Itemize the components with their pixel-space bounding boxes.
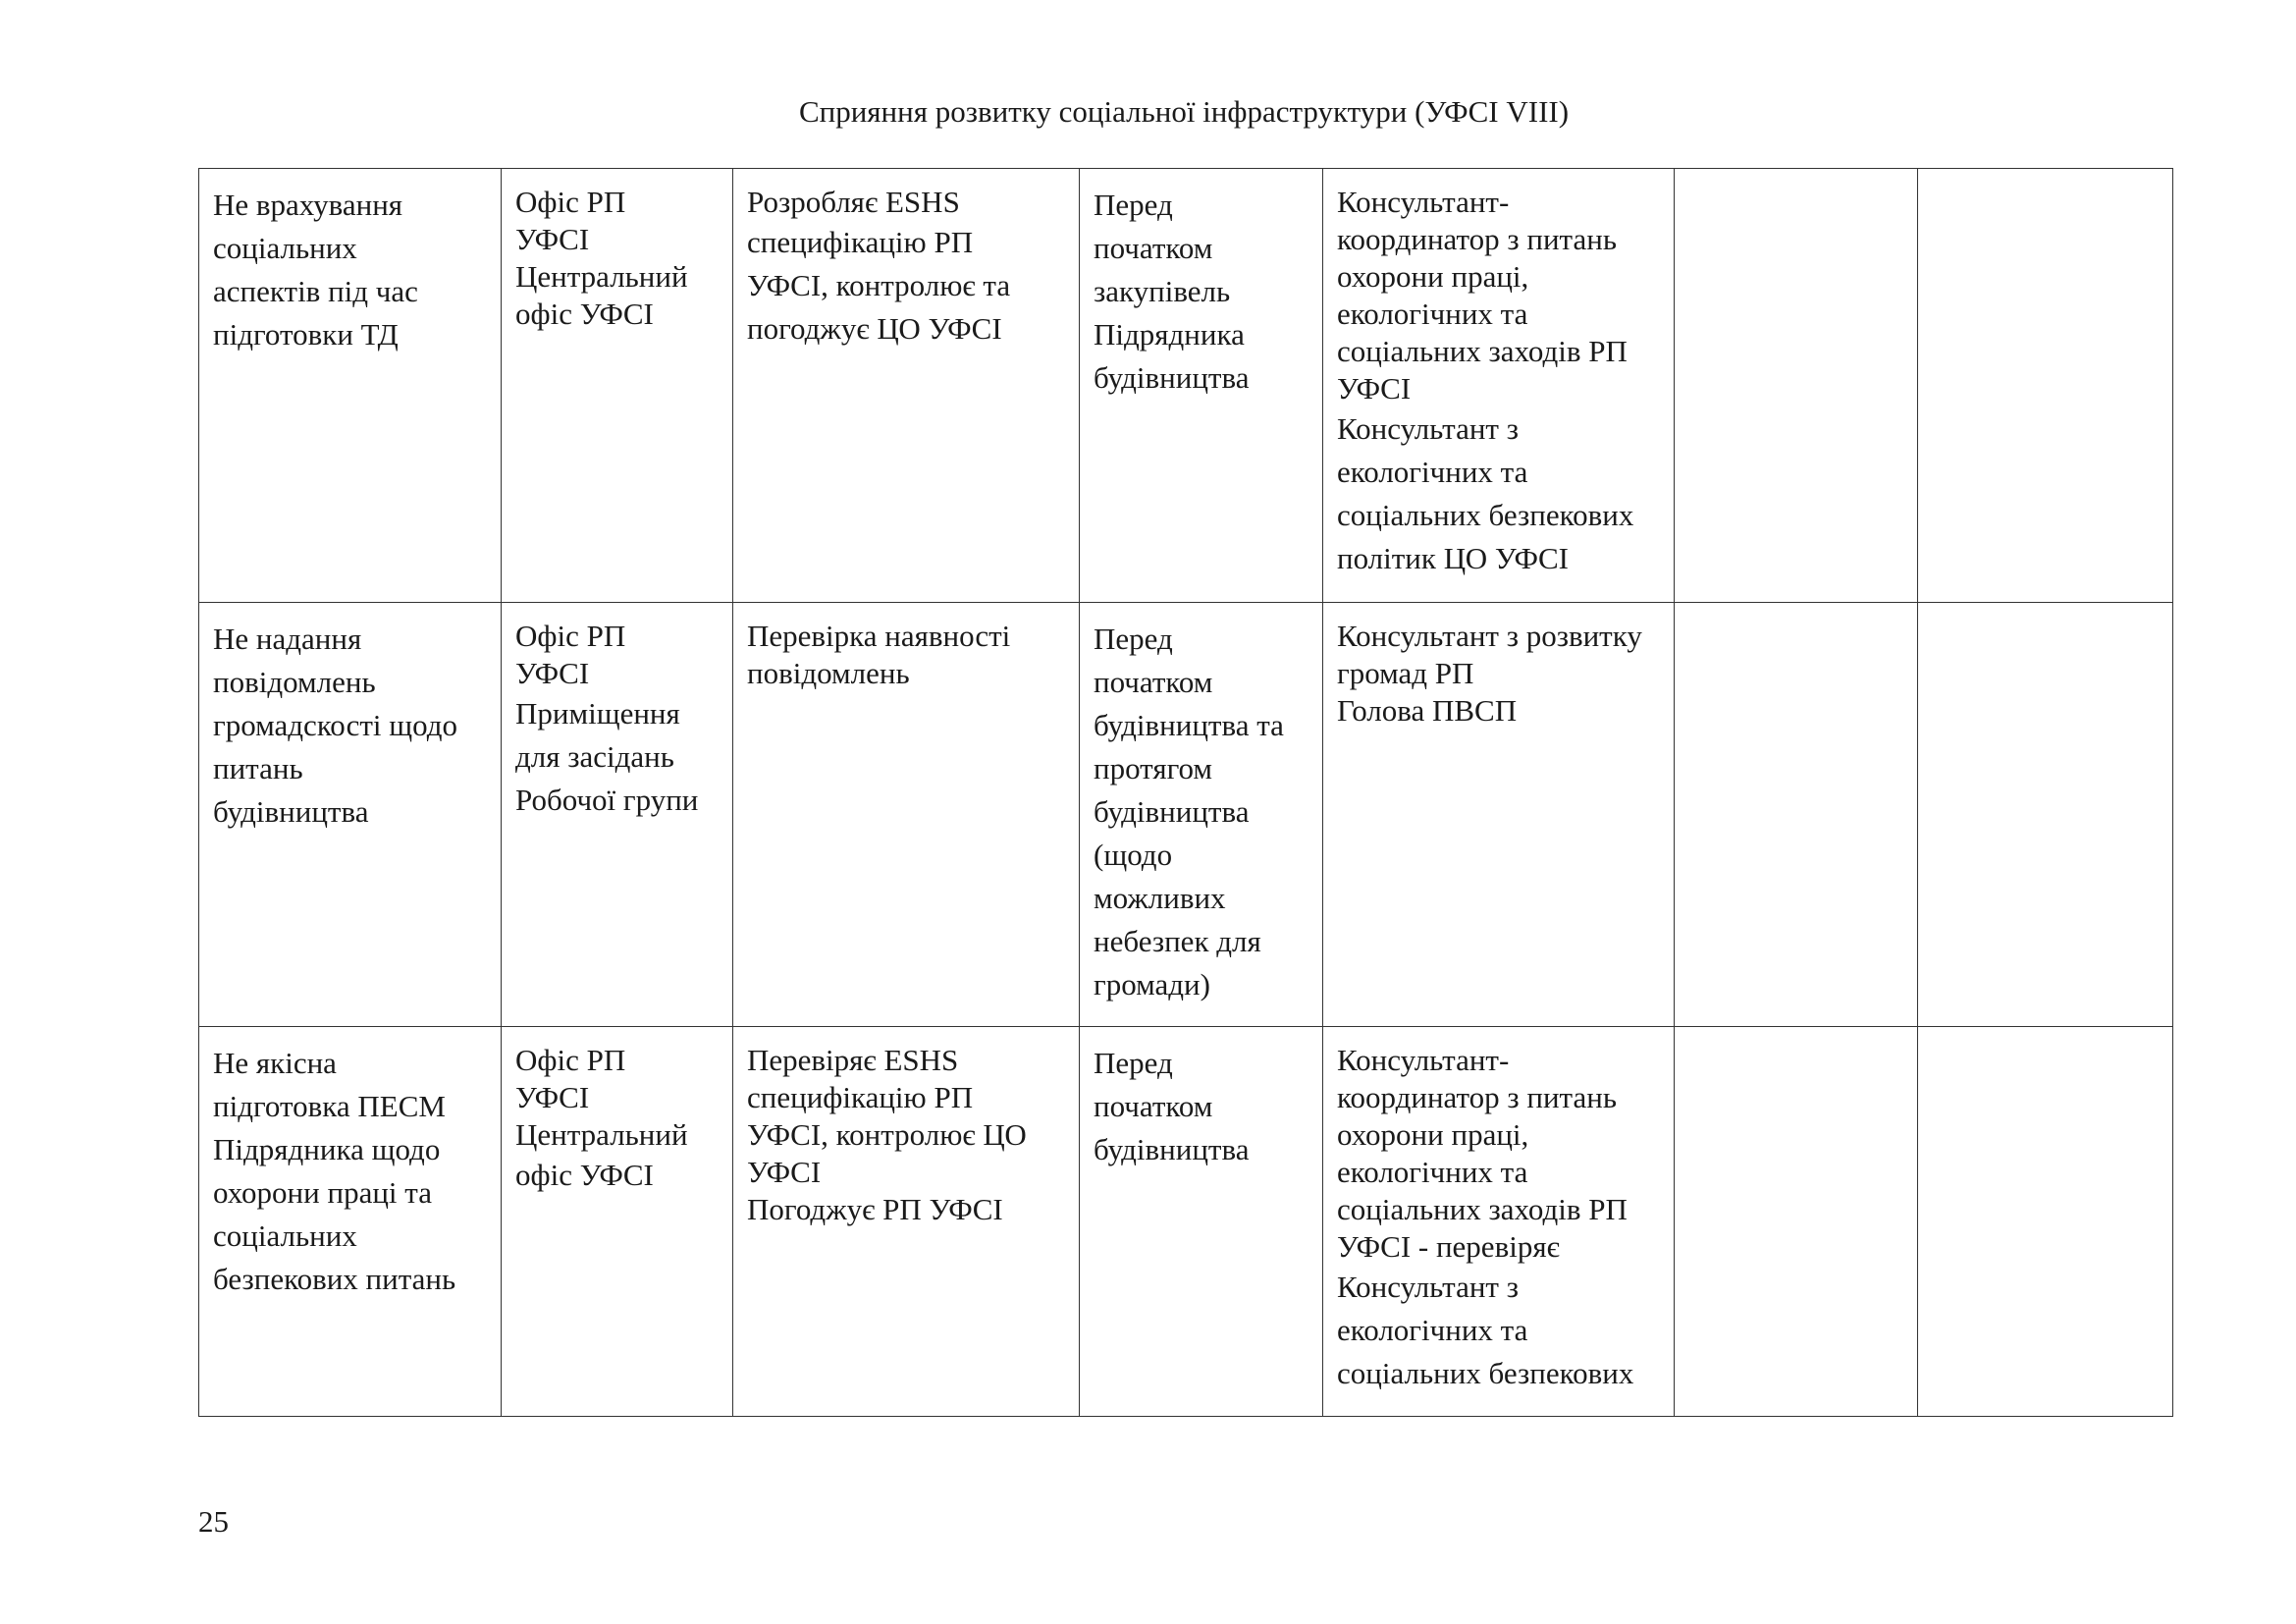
empty-cell [1918, 1027, 2173, 1417]
responsible-cell [1323, 169, 1675, 603]
timing-line: початком [1094, 231, 1213, 265]
action-line: Перевіряє ESHS [747, 1043, 959, 1077]
office-line: УФСІ [515, 656, 590, 690]
action-line: специфікацію РП [747, 1080, 974, 1114]
responsible-line: Консультант з [1337, 411, 1519, 446]
action-line: Перевірка наявності [747, 619, 1011, 653]
office-line: Центральний [515, 259, 688, 294]
action-cell [733, 1027, 1080, 1417]
responsible-line: УФСІ [1337, 371, 1412, 406]
table-row [199, 1027, 2173, 1417]
office-cell [502, 603, 733, 1027]
responsible-line: екологічних та [1337, 1155, 1528, 1189]
empty-cell [1918, 169, 2173, 603]
action-line: УФСІ, контролює ЦО [747, 1117, 1027, 1152]
safeguards-table [198, 168, 2173, 1417]
responsible-cell [1323, 603, 1675, 1027]
office-line: офіс УФСІ [515, 297, 654, 331]
action-line: УФСІ, контролює та [747, 268, 1011, 302]
risk-line: Не якісна [213, 1046, 337, 1080]
risk-line: повідомлень [213, 665, 376, 699]
risk-line: підготовка ПЕСМ [213, 1089, 446, 1123]
risk-line: охорони праці та [213, 1175, 432, 1210]
office-line: Офіс РП [515, 185, 626, 219]
responsible-line: Голова ПВСП [1337, 693, 1518, 728]
timing-line: будівництва [1094, 360, 1250, 395]
responsible-line: охорони праці, [1337, 259, 1529, 294]
office-line: Офіс РП [515, 1043, 626, 1077]
responsible-line: громад РП [1337, 656, 1474, 690]
empty-cell [1918, 603, 2173, 1027]
timing-line: протягом [1094, 751, 1213, 785]
action-line: специфікацію РП [747, 225, 974, 259]
action-line: погоджує ЦО УФСІ [747, 311, 1002, 346]
action-cell [733, 169, 1080, 603]
responsible-line: політик ЦО УФСІ [1337, 541, 1569, 575]
responsible-line: охорони праці, [1337, 1117, 1529, 1152]
timing-line: будівництва [1094, 1132, 1250, 1166]
risk-line: Не надання [213, 622, 362, 656]
risk-line: соціальних [213, 1218, 357, 1253]
risk-cell [199, 169, 502, 603]
responsible-line: Консультант- [1337, 1043, 1510, 1077]
timing-line: громади) [1094, 967, 1210, 1001]
timing-line: можливих [1094, 881, 1226, 915]
risk-line: Підрядника щодо [213, 1132, 441, 1166]
office-line: офіс УФСІ [515, 1158, 654, 1192]
office-line: для засідань [515, 739, 674, 774]
timing-line: початком [1094, 665, 1213, 699]
responsible-line: координатор з питань [1337, 222, 1617, 256]
action-line: Розробляє ESHS [747, 185, 960, 219]
timing-line: будівництва [1094, 794, 1250, 829]
timing-line: закупівель [1094, 274, 1231, 308]
responsible-line: соціальних безпекових [1337, 498, 1634, 532]
table-row [199, 603, 2173, 1027]
timing-line: Підрядника [1094, 317, 1245, 352]
timing-cell [1080, 603, 1323, 1027]
timing-line: будівництва та [1094, 708, 1284, 742]
responsible-line: Консультант з [1337, 1270, 1519, 1304]
risk-line: безпекових питань [213, 1262, 456, 1296]
office-line: Офіс РП [515, 619, 626, 653]
risk-line: громадскості щодо [213, 708, 457, 742]
responsible-cell [1323, 1027, 1675, 1417]
responsible-line: Консультант- [1337, 185, 1510, 219]
office-line: Робочої групи [515, 783, 699, 817]
page-number: 25 [198, 1504, 229, 1539]
office-line: Приміщення [515, 696, 680, 731]
responsible-line: соціальних заходів РП [1337, 1192, 1628, 1226]
timing-line: Перед [1094, 188, 1173, 222]
action-cell [733, 603, 1080, 1027]
empty-cell [1675, 603, 1918, 1027]
empty-cell [1675, 169, 1918, 603]
responsible-line: соціальних безпекових [1337, 1356, 1634, 1390]
risk-cell [199, 603, 502, 1027]
timing-cell [1080, 1027, 1323, 1417]
office-line: УФСІ [515, 1080, 590, 1114]
timing-line: (щодо [1094, 838, 1173, 872]
risk-line: будівництва [213, 794, 369, 829]
responsible-line: УФСІ - перевіряє [1337, 1229, 1560, 1264]
risk-line: соціальних [213, 231, 357, 265]
timing-line: Перед [1094, 1046, 1173, 1080]
responsible-line: екологічних та [1337, 297, 1528, 331]
timing-line: небезпек для [1094, 924, 1261, 958]
timing-line: початком [1094, 1089, 1213, 1123]
office-cell [502, 169, 733, 603]
risk-cell [199, 1027, 502, 1417]
risk-line: підготовки ТД [213, 317, 399, 352]
responsible-line: Консультант з розвитку [1337, 619, 1642, 653]
risk-line: питань [213, 751, 303, 785]
office-cell [502, 1027, 733, 1417]
timing-line: Перед [1094, 622, 1173, 656]
office-line: Центральний [515, 1117, 688, 1152]
responsible-line: екологічних та [1337, 455, 1528, 489]
risk-line: Не врахування [213, 188, 403, 222]
responsible-line: соціальних заходів РП [1337, 334, 1628, 368]
empty-cell [1675, 1027, 1918, 1417]
office-line: УФСІ [515, 222, 590, 256]
table-row [199, 169, 2173, 603]
responsible-line: координатор з питань [1337, 1080, 1617, 1114]
timing-cell [1080, 169, 1323, 603]
action-line: Погоджує РП УФСІ [747, 1192, 1003, 1226]
responsible-line: екологічних та [1337, 1313, 1528, 1347]
action-line: УФСІ [747, 1155, 822, 1189]
risk-line: аспектів під час [213, 274, 418, 308]
page-header-title: Сприяння розвитку соціальної інфраструктури (УФСІ VIII) [798, 94, 1570, 129]
action-line: повідомлень [747, 656, 910, 690]
